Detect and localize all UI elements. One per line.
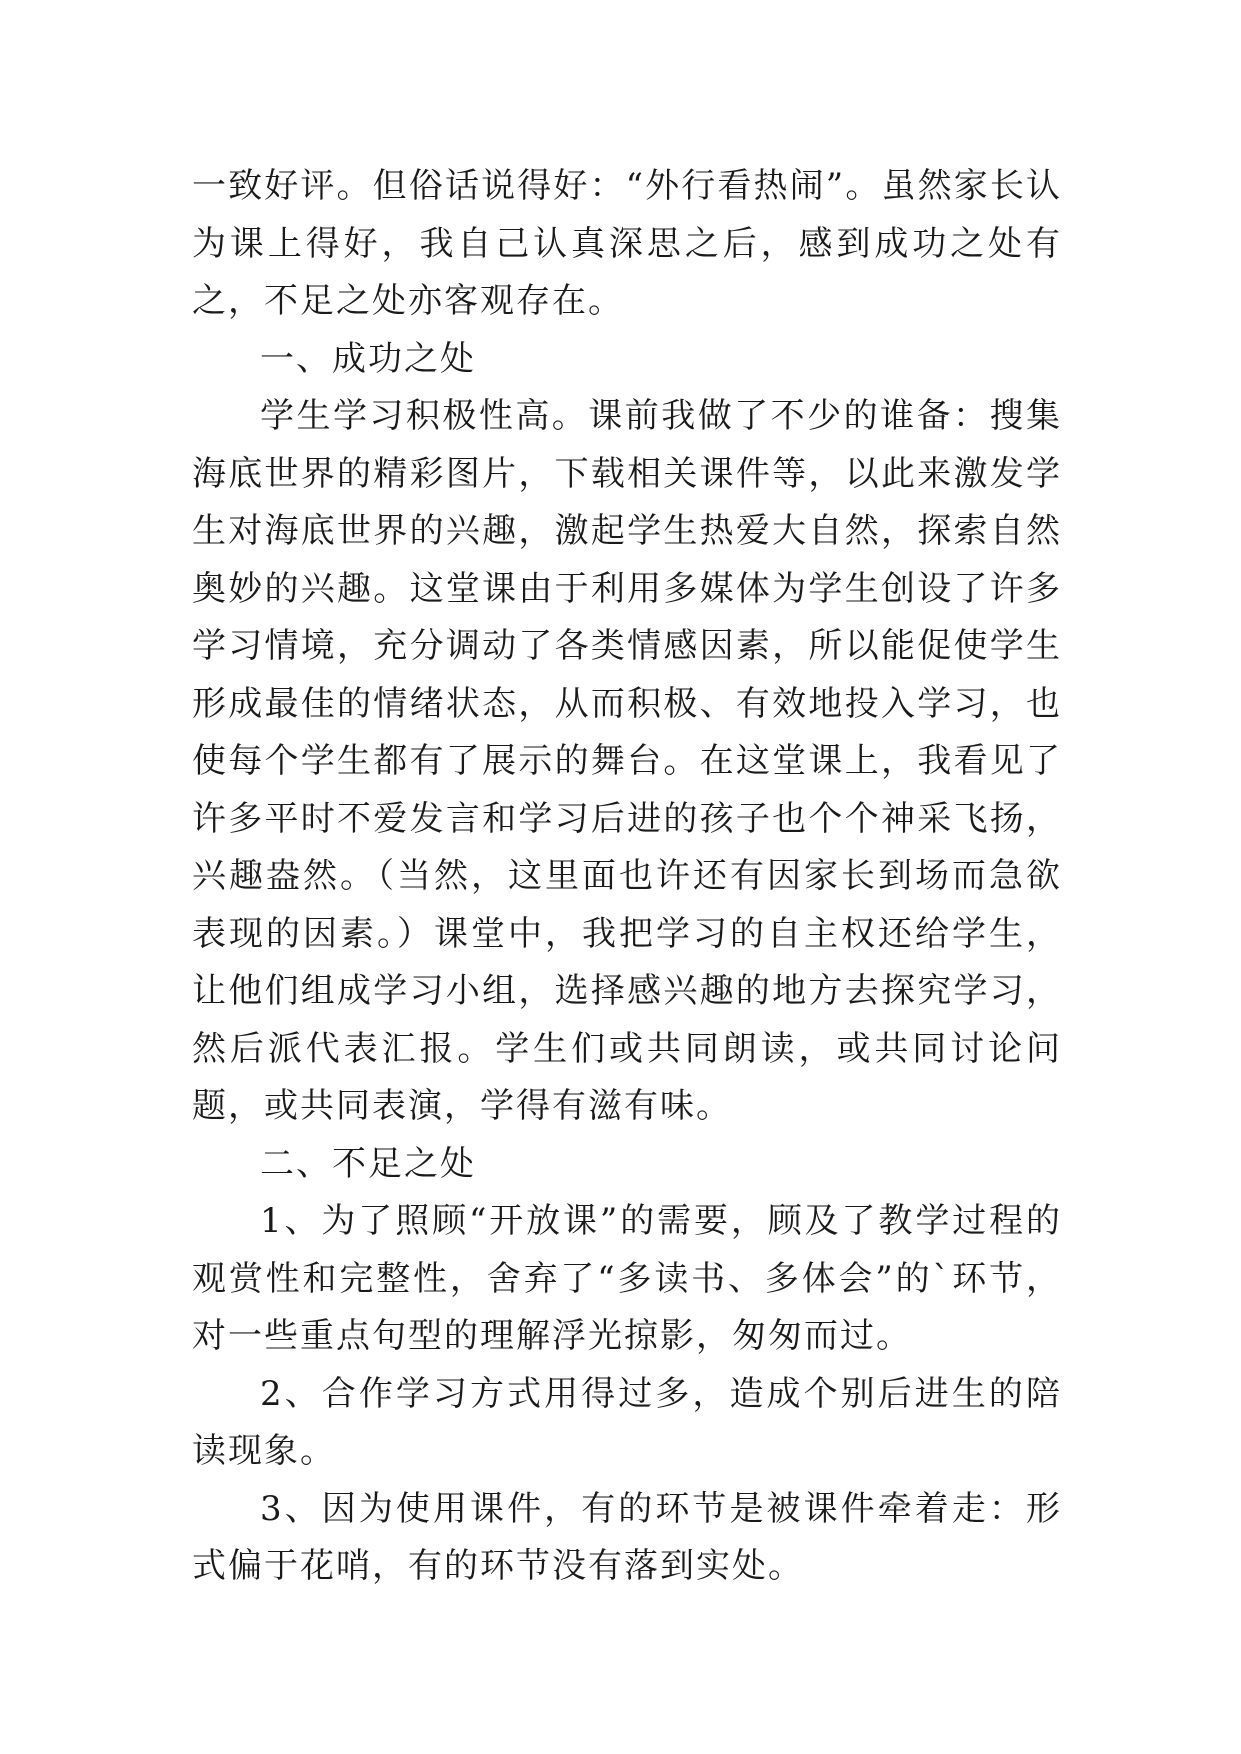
shortcoming-item-3: 3、因为使用课件，有的环节是被课件牵着走：形式偏于花哨，有的环节没有落到实处。 — [192, 1488, 1062, 1586]
section-heading-shortcomings: 二、不足之处 — [260, 1143, 476, 1184]
document-body — [192, 158, 1062, 1596]
paragraph-success: 学生学习积极性高。课前我做了不少的谁备：搜集海底世界的精彩图片，下载相关课件等，以此来激发学生对海底世界的兴趣，激起学生热爱大自然，探索自然奥妙的兴趣。这堂课由于利用多媒体为学生创设了许多学习情境，充分调动了各类情感因素，所以能促使学生形成最佳的情绪状态，从而积极、有效地投入学习，也使每个学生都有了展示的舞台。在这堂课上，我看见了许多平时不爱发言和学习后进的孩子也个个神采飞扬，兴趣盎然。（当然，这里面也许还有因家长到场而急欲表现的因素。）课堂中，我把学习的自主权还给学生，让他们组成学习小组，选择感兴趣的地方去探究学习，然后派代表汇报。学生们或共同朗读，或共同讨论问题，或共同表演，学得有滋有味。 — [192, 396, 1062, 1126]
shortcoming-item-1: 1、为了照顾“开放课”的需要，顾及了教学过程的观赏性和完整性，舍弃了“多读书、多体会”的`环节，对一些重点句型的理解浮光掠影，匆匆而过。 — [192, 1201, 1062, 1356]
paragraph-intro: 一致好评。但俗话说得好：“外行看热闹”。虽然家长认为课上得好，我自己认真深思之后，感到成功之处有之，不足之处亦客观存在。 — [192, 166, 1062, 321]
section-heading-success: 一、成功之处 — [260, 338, 476, 379]
shortcoming-item-2: 2、合作学习方式用得过多，造成个别后进生的陪读现象。 — [192, 1373, 1062, 1471]
